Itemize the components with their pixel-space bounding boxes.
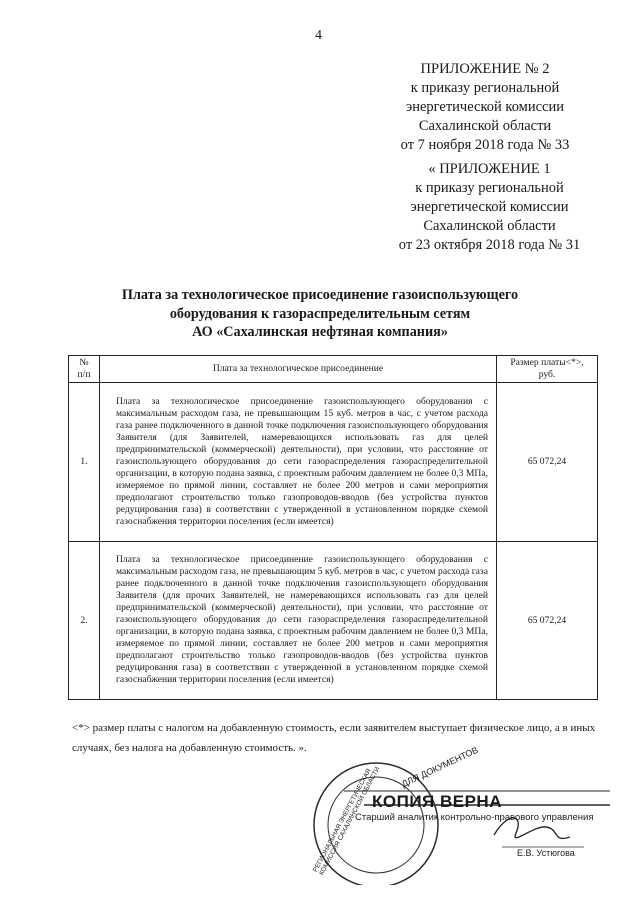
table-row xyxy=(69,542,598,700)
header-price: Размер платы<*>, руб. xyxy=(497,356,598,383)
appendix-2-header xyxy=(385,60,585,155)
appendix-1-header xyxy=(382,160,597,255)
row-description: Плата за технологическое присоединение газоиспользующего оборудования с максимальным расходом газа, не превышающим 15 куб. метров в час, с учетом расхода газа ранее подключенного в данной точке подключения газоиспользующего оборудования Заявителя (для Заявителей, намеревающихся использовать газ для целей предпринимательской (коммерческой) деятельности), при условии, что расстояние от газоиспользующего оборудования до сети газораспределения газораспределительной организации, в которую подана заявка, с проектным рабочим давлением не более 0,3 МПа, измеряемое по прямой линии, составляет не более 200 метров и сами мероприятия предполагают строительство только газопроводов-вводов (без устройства пунктов редуцирования газа) в соответствии с утвержденной в установленном порядке схемой газоснабжения территории поселения (если имеется) xyxy=(116,395,488,527)
fee-table xyxy=(68,355,598,700)
table-header-row xyxy=(69,356,598,383)
appendix-1-line: Сахалинской области xyxy=(423,218,556,234)
footnote: <*> размер платы с налогом на добавленную стоимость, если заявителем выступает физическое лицо, а в иных случаях, без налога на добавленную стоимость. ». xyxy=(72,722,596,754)
row-price: 65 072,24 xyxy=(497,542,598,700)
appendix-2-line: от 7 ноября 2018 года № 33 xyxy=(400,137,570,153)
signer-name: Е.В. Устюгова xyxy=(517,848,575,858)
row-price: 65 072,24 xyxy=(497,383,598,542)
certifier-title: Старший аналитик контрольно-правового управления xyxy=(355,812,594,823)
title-line: АО «Сахалинская нефтяная компания» xyxy=(192,324,448,340)
appendix-1-line: от 23 октября 2018 года № 31 xyxy=(398,237,581,253)
row-description-cell xyxy=(100,383,497,542)
header-description: Плата за технологическое присоединение xyxy=(100,356,497,383)
appendix-1-line: к приказу региональной xyxy=(415,180,564,196)
title-line: Плата за технологическое присоединение газоиспользующего xyxy=(121,287,519,303)
header-num: № п/п xyxy=(69,356,100,383)
certified-copy-label: КОПИЯ ВЕРНА xyxy=(372,792,502,811)
appendix-1-line: энергетической комиссии xyxy=(410,199,569,215)
appendix-1-line: « ПРИЛОЖЕНИЕ 1 xyxy=(428,161,551,177)
appendix-2-line: энергетической комиссии xyxy=(405,99,565,115)
row-number: 2. xyxy=(69,542,100,700)
page-number: 4 xyxy=(315,28,322,43)
table-row xyxy=(69,383,598,542)
stamp-circle-text: РЕГИОНАЛЬНАЯ ЭНЕРГЕТИЧЕСКАЯ КОМИССИЯ САХАЛИНСКОЙ ОБЛАСТИ xyxy=(312,765,382,877)
appendix-2-line: к приказу региональной xyxy=(410,80,560,96)
document-title xyxy=(90,286,550,342)
title-line: оборудования к газораспределительным сетям xyxy=(169,305,471,322)
row-number: 1. xyxy=(69,383,100,542)
row-description-cell xyxy=(100,542,497,700)
appendix-2-line: Сахалинской области xyxy=(418,118,552,134)
appendix-2-line: ПРИЛОЖЕНИЕ № 2 xyxy=(420,61,550,77)
stamp-inner-text: ДЛЯ ДОКУМЕНТОВ xyxy=(400,744,480,790)
row-description: Плата за технологическое присоединение газоиспользующего оборудования с максимальным расходом газа, не превышающим 5 куб. метров в час, с учетом расхода газа ранее подключенного в данной точке подключения газоиспользующего оборудования Заявителя (для прочих Заявителей, не намеревающихся использовать газ для целей предпринимательской (коммерческой) деятельности), при условии, что расстояние от газоиспользующего оборудования до сети газораспределения газораспределительной организации, в которую подана заявка, с проектным рабочим давлением не более 0,3 МПа, измеряемое по прямой линии, составляет не более 200 метров и сами мероприятия предполагают строительство только газопроводов-вводов (без устройства пунктов редуцирования газа) в соответствии с утвержденной в установленном порядке схемой газоснабжения территории поселения (если имеется) xyxy=(116,554,488,685)
